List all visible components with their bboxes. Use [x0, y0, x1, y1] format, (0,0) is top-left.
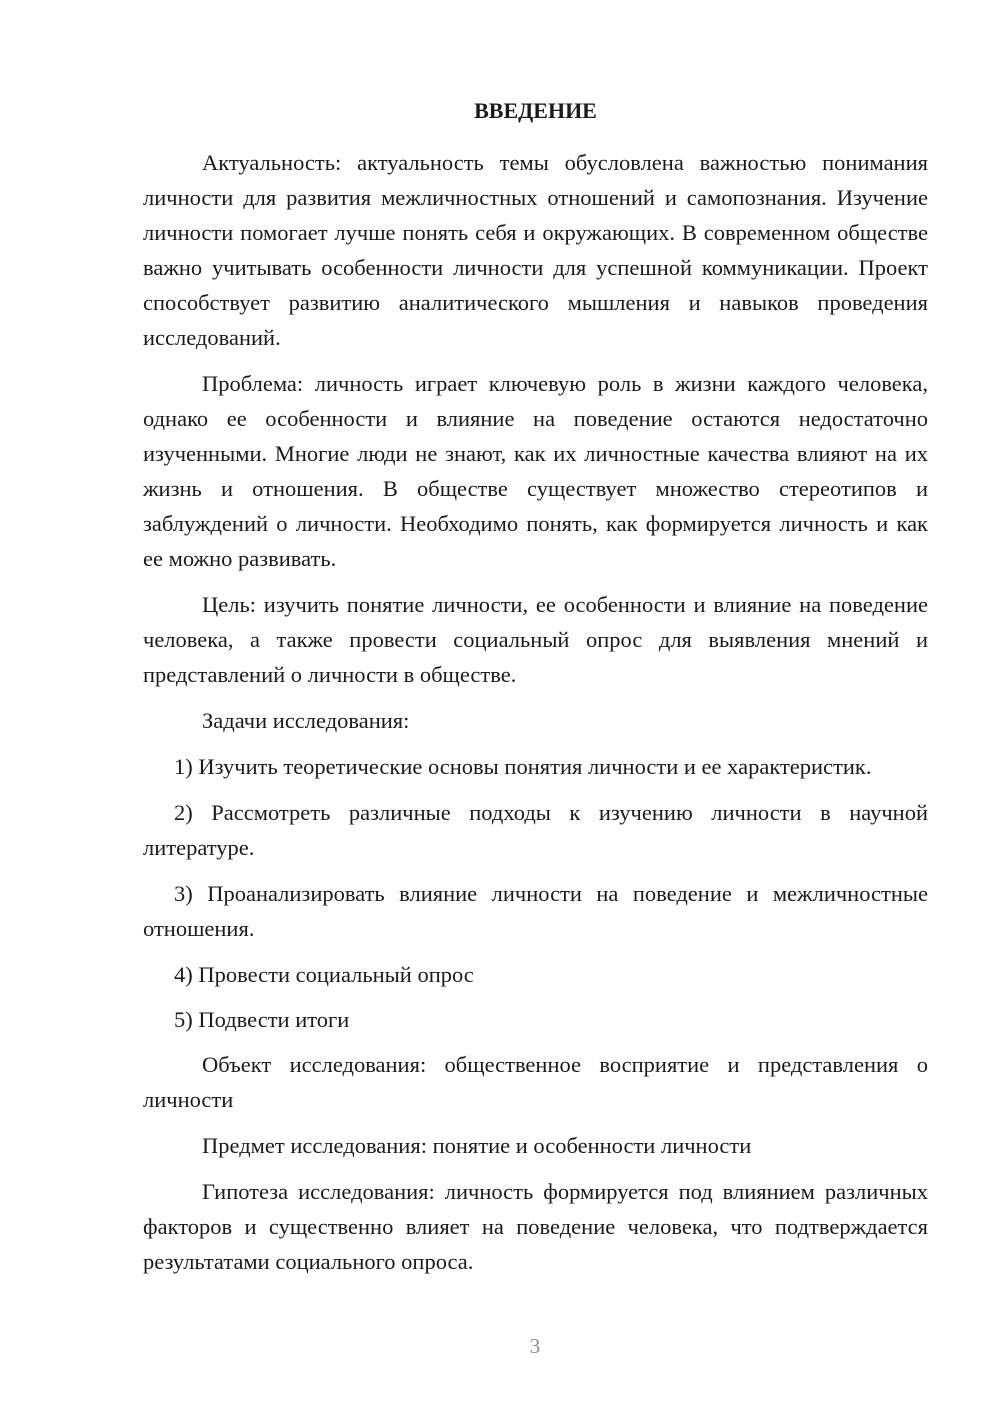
paragraph-relevance: Актуальность: актуальность темы обусловлена важностью понимания личности для развития межличностных отношений и самопознания. Изучение личности помогает лучше понять себя и окружающих. В современном обществе важно учитывать особенности личности для успешной коммуникации. Проект способствует развитию аналитического мышления и навыков проведения исследований.: [143, 150, 928, 350]
task-item: 5) Подвести итоги: [174, 1007, 350, 1032]
paragraph-subject: Предмет исследования: понятие и особенности личности: [202, 1133, 752, 1158]
page-number: 3: [529, 1334, 541, 1358]
paragraph-object: Объект исследования: общественное восприятие и представления о личности: [143, 1052, 928, 1112]
paragraph-problem: Проблема: личность играет ключевую роль в жизни каждого человека, однако ее особенности и влияние на поведение остаются недостаточно изученными. Многие люди не знают, как их личностные качества влияют на их жизнь и отношения. В обществе существует множество стереотипов и заблуждений о личности. Необходимо понять, как формируется личность и как ее можно развивать.: [143, 371, 928, 571]
paragraph-goal: Цель: изучить понятие личности, ее особенности и влияние на поведение человека, а также провести социальный опрос для выявления мнений и представлений о личности в обществе.: [143, 592, 928, 687]
task-item: 2) Рассмотреть различные подходы к изучению личности в научной литературе.: [143, 800, 928, 860]
task-item: 4) Провести социальный опрос: [174, 962, 474, 987]
task-item: 1) Изучить теоретические основы понятия личности и ее характеристик.: [174, 754, 872, 779]
tasks-heading: Задачи исследования:: [202, 708, 410, 733]
task-item: 3) Проанализировать влияние личности на поведение и межличностные отношения.: [143, 881, 928, 941]
paragraph-hypothesis: Гипотеза исследования: личность формируется под влиянием различных факторов и существенно влияет на поведение человека, что подтверждается результатами социального опроса.: [143, 1179, 928, 1274]
page-content: [143, 96, 928, 1279]
page-title: ВВЕДЕНИЕ: [474, 98, 597, 123]
